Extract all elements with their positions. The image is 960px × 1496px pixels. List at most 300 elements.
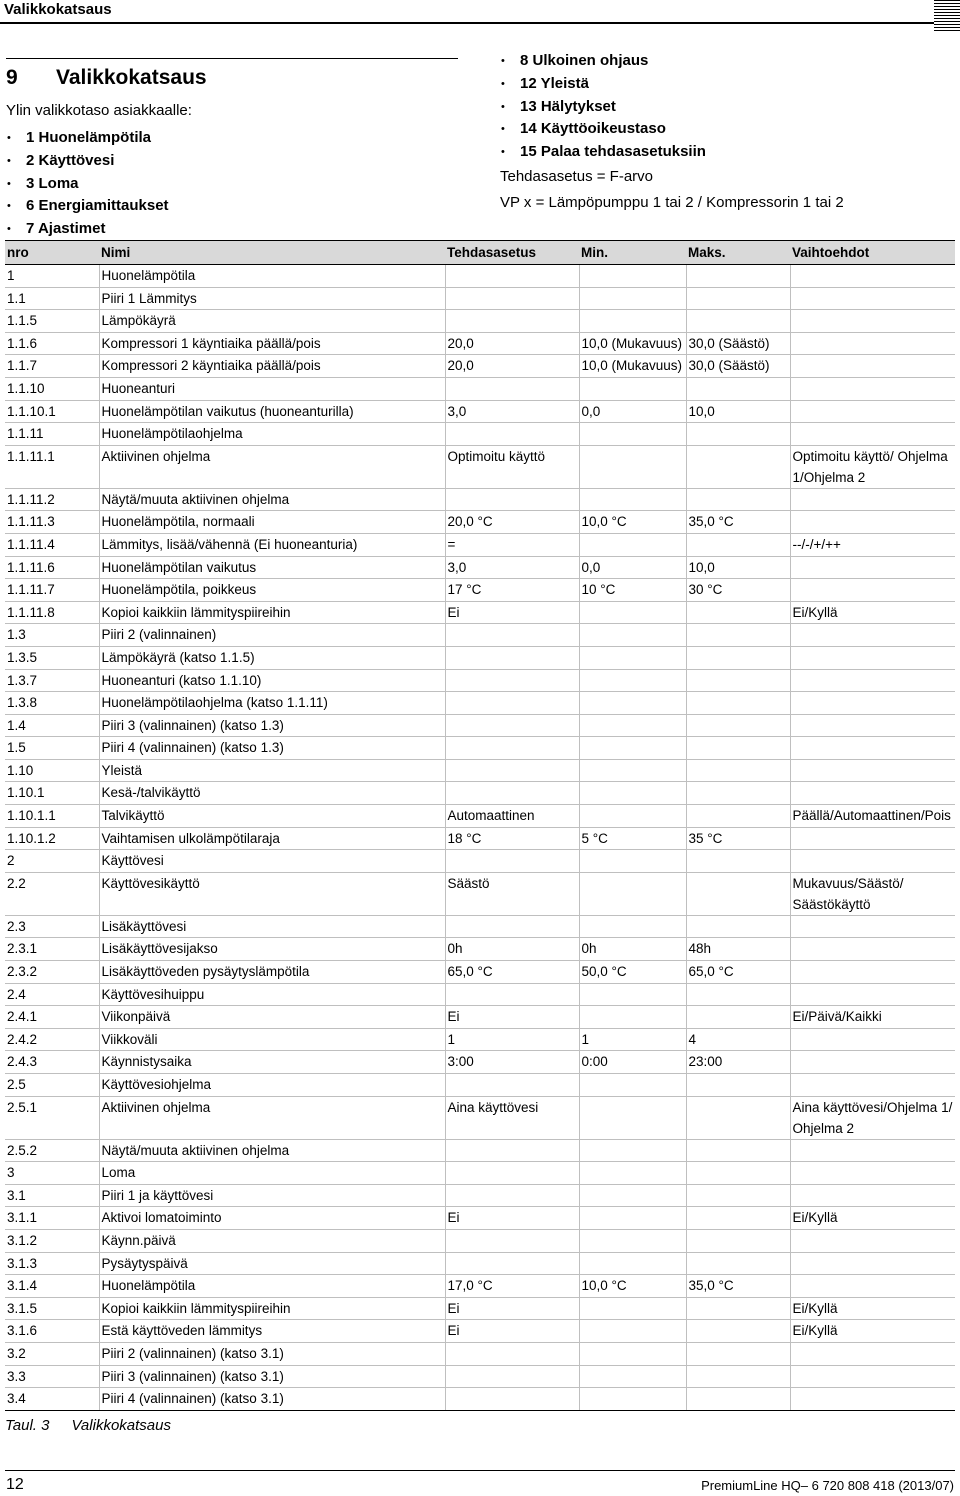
cell-min <box>579 850 686 873</box>
cell-min: 0,0 <box>579 556 686 579</box>
cell-options <box>790 287 955 310</box>
cell-options <box>790 759 955 782</box>
cell-options <box>790 1252 955 1275</box>
table-row <box>5 938 955 961</box>
cell-options <box>790 1184 955 1207</box>
cell-min <box>579 423 686 446</box>
cell-name: Käynnistysaika <box>99 1051 445 1074</box>
cell-min: 10 °C <box>579 579 686 602</box>
cell-options <box>790 646 955 669</box>
cell-min <box>579 646 686 669</box>
cell-name: Lämpökäyrä <box>99 310 445 333</box>
table-row <box>5 850 955 873</box>
cell-default: Säästö <box>445 872 579 915</box>
corner-stripes <box>934 0 960 32</box>
cell-name: Huonelämpötila <box>99 265 445 288</box>
cell-default: 20,0 °C <box>445 511 579 534</box>
table-row <box>5 1207 955 1230</box>
cell-default <box>445 915 579 938</box>
cell-default: 20,0 <box>445 355 579 378</box>
cell-min <box>579 1006 686 1029</box>
cell-min: 0:00 <box>579 1051 686 1074</box>
cell-name: Kompressori 1 käyntiaika päällä/pois <box>99 332 445 355</box>
cell-name: Huonelämpötila <box>99 1275 445 1298</box>
cell-name: Huonelämpötilan vaikutus <box>99 556 445 579</box>
cell-min <box>579 1162 686 1185</box>
cell-nro: 3.1.4 <box>5 1275 99 1298</box>
list-item: • 3 Loma <box>6 173 169 196</box>
cell-options <box>790 355 955 378</box>
table-row <box>5 310 955 333</box>
list-item: • 2 Käyttövesi <box>6 150 169 173</box>
cell-default <box>445 423 579 446</box>
cell-nro: 1.1.11.3 <box>5 511 99 534</box>
cell-name: Lisäkäyttövesijakso <box>99 938 445 961</box>
cell-max <box>686 872 790 915</box>
cell-name: Piiri 1 ja käyttövesi <box>99 1184 445 1207</box>
table-row <box>5 287 955 310</box>
section-heading <box>6 66 207 90</box>
cell-options <box>790 624 955 647</box>
table-row <box>5 1051 955 1074</box>
cell-nro: 1.1.10 <box>5 377 99 400</box>
table-row <box>5 556 955 579</box>
cell-nro: 2.4.3 <box>5 1051 99 1074</box>
cell-max <box>686 692 790 715</box>
cell-max: 23:00 <box>686 1051 790 1074</box>
cell-default: 3,0 <box>445 556 579 579</box>
table-row <box>5 445 955 488</box>
cell-min <box>579 265 686 288</box>
table-row <box>5 961 955 984</box>
table-row <box>5 1028 955 1051</box>
cell-options <box>790 1229 955 1252</box>
cell-nro: 1.1.11 <box>5 423 99 446</box>
section-rule <box>6 58 458 59</box>
cell-default: 3:00 <box>445 1051 579 1074</box>
cell-options: Optimoitu käyttö/ Ohjelma 1/Ohjelma 2 <box>790 445 955 488</box>
table-row <box>5 737 955 760</box>
cell-nro: 2.4.2 <box>5 1028 99 1051</box>
cell-min: 50,0 °C <box>579 961 686 984</box>
table-row <box>5 1162 955 1185</box>
cell-min <box>579 601 686 624</box>
cell-name: Aktiivinen ohjelma <box>99 445 445 488</box>
cell-options <box>790 377 955 400</box>
cell-default <box>445 1184 579 1207</box>
cell-default <box>445 983 579 1006</box>
cell-max <box>686 488 790 511</box>
caption-text: Valikkokatsaus <box>71 1417 171 1434</box>
list-item: • 1 Huonelämpötila <box>6 127 169 150</box>
cell-default <box>445 624 579 647</box>
cell-max <box>686 782 790 805</box>
table-row <box>5 669 955 692</box>
cell-max <box>686 737 790 760</box>
cell-name: Näytä/muuta aktiivinen ohjelma <box>99 488 445 511</box>
cell-options <box>790 1028 955 1051</box>
cell-max: 35,0 °C <box>686 1275 790 1298</box>
cell-min <box>579 1139 686 1162</box>
cell-max <box>686 850 790 873</box>
cell-default: Ei <box>445 1006 579 1029</box>
cell-nro: 1.1.5 <box>5 310 99 333</box>
table-row <box>5 332 955 355</box>
cell-min <box>579 915 686 938</box>
list-item: • 14 Käyttöoikeustaso <box>500 118 706 141</box>
cell-name: Piiri 3 (valinnainen) (katso 3.1) <box>99 1365 445 1388</box>
column-header: Tehdasasetus <box>445 241 579 265</box>
cell-min <box>579 1365 686 1388</box>
cell-nro: 1.3 <box>5 624 99 647</box>
cell-max: 30,0 (Säästö) <box>686 355 790 378</box>
cell-max <box>686 310 790 333</box>
cell-max: 35,0 °C <box>686 511 790 534</box>
cell-nro: 1.1.11.6 <box>5 556 99 579</box>
section-number: 9 <box>6 66 18 89</box>
cell-name: Huonelämpötila, poikkeus <box>99 579 445 602</box>
cell-name: Viikkoväli <box>99 1028 445 1051</box>
cell-default: Ei <box>445 1297 579 1320</box>
cell-options: Päällä/Automaattinen/Pois <box>790 805 955 828</box>
cell-nro: 1.10.1 <box>5 782 99 805</box>
cell-default: = <box>445 533 579 556</box>
table-row <box>5 1320 955 1343</box>
table-row <box>5 265 955 288</box>
cell-min <box>579 1252 686 1275</box>
cell-name: Viikonpäivä <box>99 1006 445 1029</box>
table-row <box>5 533 955 556</box>
table-row <box>5 1275 955 1298</box>
cell-min <box>579 377 686 400</box>
cell-name: Huonelämpötilaohjelma <box>99 423 445 446</box>
cell-max: 65,0 °C <box>686 961 790 984</box>
cell-nro: 1.1.11.4 <box>5 533 99 556</box>
cell-default <box>445 265 579 288</box>
cell-name: Lisäkäyttövesi <box>99 915 445 938</box>
table-body <box>5 265 955 1411</box>
cell-options <box>790 1388 955 1411</box>
cell-nro: 3 <box>5 1162 99 1185</box>
table-header-row <box>5 241 955 265</box>
cell-nro: 3.1.3 <box>5 1252 99 1275</box>
cell-min <box>579 714 686 737</box>
cell-min <box>579 872 686 915</box>
cell-default <box>445 1162 579 1185</box>
cell-max <box>686 805 790 828</box>
cell-nro: 1.5 <box>5 737 99 760</box>
cell-default <box>445 1342 579 1365</box>
table-row <box>5 624 955 647</box>
cell-default <box>445 646 579 669</box>
cell-options <box>790 983 955 1006</box>
cell-min <box>579 310 686 333</box>
table-row <box>5 355 955 378</box>
table-row <box>5 1006 955 1029</box>
menu-list-left <box>6 127 169 241</box>
cell-min <box>579 1297 686 1320</box>
table-row <box>5 400 955 423</box>
cell-min <box>579 1229 686 1252</box>
cell-default <box>445 377 579 400</box>
cell-options <box>790 1275 955 1298</box>
factory-setting-note: Tehdasasetus = F-arvo <box>500 168 653 185</box>
menu-list-right <box>500 50 706 164</box>
cell-name: Huoneanturi (katso 1.1.10) <box>99 669 445 692</box>
cell-options <box>790 692 955 715</box>
table-row <box>5 692 955 715</box>
cell-nro: 1.1 <box>5 287 99 310</box>
cell-max <box>686 714 790 737</box>
cell-default <box>445 287 579 310</box>
cell-name: Huonelämpötilan vaikutus (huoneanturilla) <box>99 400 445 423</box>
cell-default <box>445 1388 579 1411</box>
cell-nro: 2 <box>5 850 99 873</box>
menu-table <box>5 240 955 1411</box>
table-row <box>5 1229 955 1252</box>
cell-default <box>445 488 579 511</box>
cell-min <box>579 759 686 782</box>
cell-options <box>790 1342 955 1365</box>
cell-nro: 2.5.1 <box>5 1096 99 1139</box>
table-row <box>5 1096 955 1139</box>
cell-default: Ei <box>445 601 579 624</box>
cell-max <box>686 1297 790 1320</box>
cell-min: 5 °C <box>579 827 686 850</box>
cell-nro: 1.1.11.1 <box>5 445 99 488</box>
table-row <box>5 511 955 534</box>
cell-nro: 1.3.5 <box>5 646 99 669</box>
cell-default <box>445 714 579 737</box>
cell-min <box>579 1074 686 1097</box>
cell-name: Käyttövesikäyttö <box>99 872 445 915</box>
cell-default <box>445 737 579 760</box>
cell-default <box>445 850 579 873</box>
cell-default: 1 <box>445 1028 579 1051</box>
cell-options <box>790 915 955 938</box>
cell-name: Lämmitys, lisää/vähennä (Ei huoneanturia) <box>99 533 445 556</box>
cell-default: Ei <box>445 1320 579 1343</box>
cell-options <box>790 332 955 355</box>
list-item: • 15 Palaa tehdasasetuksiin <box>500 141 706 164</box>
cell-options <box>790 1074 955 1097</box>
cell-nro: 1.1.10.1 <box>5 400 99 423</box>
cell-options: Mukavuus/Säästö/ Säästökäyttö <box>790 872 955 915</box>
cell-name: Yleistä <box>99 759 445 782</box>
cell-nro: 3.1 <box>5 1184 99 1207</box>
table-row <box>5 1297 955 1320</box>
cell-nro: 1.1.11.2 <box>5 488 99 511</box>
cell-name: Loma <box>99 1162 445 1185</box>
cell-default: 18 °C <box>445 827 579 850</box>
cell-nro: 3.4 <box>5 1388 99 1411</box>
cell-default <box>445 310 579 333</box>
cell-options: Ei/Kyllä <box>790 1320 955 1343</box>
cell-options <box>790 827 955 850</box>
cell-name: Kopioi kaikkiin lämmityspiireihin <box>99 1297 445 1320</box>
cell-max <box>686 1074 790 1097</box>
cell-max <box>686 1162 790 1185</box>
cell-name: Piiri 4 (valinnainen) (katso 1.3) <box>99 737 445 760</box>
cell-min <box>579 669 686 692</box>
cell-options <box>790 556 955 579</box>
cell-min <box>579 1388 686 1411</box>
cell-default <box>445 1139 579 1162</box>
cell-default <box>445 692 579 715</box>
cell-max <box>686 624 790 647</box>
cell-default <box>445 782 579 805</box>
cell-nro: 1.10.1.2 <box>5 827 99 850</box>
cell-name: Kopioi kaikkiin lämmityspiireihin <box>99 601 445 624</box>
cell-name: Piiri 3 (valinnainen) (katso 1.3) <box>99 714 445 737</box>
cell-max <box>686 915 790 938</box>
cell-options <box>790 938 955 961</box>
cell-options: Ei/Kyllä <box>790 1207 955 1230</box>
cell-options <box>790 579 955 602</box>
intro-text: Ylin valikkotaso asiakkaalle: <box>6 102 192 119</box>
cell-max: 30 °C <box>686 579 790 602</box>
table-row <box>5 1342 955 1365</box>
cell-default: 0h <box>445 938 579 961</box>
cell-options: Ei/Kyllä <box>790 1297 955 1320</box>
cell-name: Aktiivinen ohjelma <box>99 1096 445 1139</box>
cell-nro: 1.4 <box>5 714 99 737</box>
cell-options <box>790 782 955 805</box>
cell-max <box>686 445 790 488</box>
cell-name: Huonelämpötilaohjelma (katso 1.1.11) <box>99 692 445 715</box>
cell-default: Ei <box>445 1207 579 1230</box>
cell-nro: 3.1.2 <box>5 1229 99 1252</box>
table-row <box>5 1139 955 1162</box>
cell-min: 10,0 °C <box>579 511 686 534</box>
cell-name: Kompressori 2 käyntiaika päällä/pois <box>99 355 445 378</box>
footer-rule <box>5 1470 955 1471</box>
table-row <box>5 805 955 828</box>
cell-max <box>686 646 790 669</box>
table-row <box>5 1074 955 1097</box>
cell-options: --/-/+/++ <box>790 533 955 556</box>
cell-min <box>579 805 686 828</box>
cell-max <box>686 287 790 310</box>
cell-nro: 3.1.1 <box>5 1207 99 1230</box>
cell-nro: 2.5.2 <box>5 1139 99 1162</box>
cell-default <box>445 1229 579 1252</box>
cell-max <box>686 1252 790 1275</box>
cell-max: 35 °C <box>686 827 790 850</box>
page-number: 12 <box>6 1476 24 1493</box>
table-row <box>5 579 955 602</box>
cell-default: 17,0 °C <box>445 1275 579 1298</box>
cell-options <box>790 1365 955 1388</box>
table-row <box>5 915 955 938</box>
cell-options: Aina käyttövesi/Ohjelma 1/ Ohjelma 2 <box>790 1096 955 1139</box>
cell-default: 17 °C <box>445 579 579 602</box>
cell-name: Vaihtamisen ulkolämpötilaraja <box>99 827 445 850</box>
cell-max <box>686 983 790 1006</box>
cell-nro: 1.10 <box>5 759 99 782</box>
cell-min: 1 <box>579 1028 686 1051</box>
cell-min <box>579 445 686 488</box>
table-row <box>5 983 955 1006</box>
cell-max <box>686 669 790 692</box>
cell-max <box>686 265 790 288</box>
cell-default: Automaattinen <box>445 805 579 828</box>
cell-nro: 2.4.1 <box>5 1006 99 1029</box>
cell-name: Huoneanturi <box>99 377 445 400</box>
cell-min <box>579 782 686 805</box>
table-row <box>5 782 955 805</box>
cell-min <box>579 1096 686 1139</box>
cell-max <box>686 1096 790 1139</box>
cell-options <box>790 511 955 534</box>
cell-name: Piiri 2 (valinnainen) <box>99 624 445 647</box>
cell-min <box>579 737 686 760</box>
cell-nro: 1.1.6 <box>5 332 99 355</box>
cell-options <box>790 1051 955 1074</box>
table-row <box>5 488 955 511</box>
cell-min <box>579 1207 686 1230</box>
cell-name: Piiri 1 Lämmitys <box>99 287 445 310</box>
cell-max <box>686 533 790 556</box>
cell-options <box>790 310 955 333</box>
cell-min: 10,0 (Mukavuus) <box>579 355 686 378</box>
list-item: • 8 Ulkoinen ohjaus <box>500 50 706 73</box>
cell-options <box>790 488 955 511</box>
cell-options: Ei/Kyllä <box>790 601 955 624</box>
cell-default: Optimoitu käyttö <box>445 445 579 488</box>
table-row <box>5 827 955 850</box>
cell-options <box>790 669 955 692</box>
table-row <box>5 1184 955 1207</box>
cell-min: 0h <box>579 938 686 961</box>
table-caption <box>5 1417 171 1434</box>
table-row <box>5 714 955 737</box>
cell-default: 3,0 <box>445 400 579 423</box>
cell-max <box>686 423 790 446</box>
cell-max <box>686 1006 790 1029</box>
cell-nro: 1.10.1.1 <box>5 805 99 828</box>
column-header: Vaihtoehdot <box>790 241 955 265</box>
column-header: nro <box>5 241 99 265</box>
cell-default <box>445 1365 579 1388</box>
cell-min <box>579 1320 686 1343</box>
cell-name: Huonelämpötila, normaali <box>99 511 445 534</box>
column-header: Maks. <box>686 241 790 265</box>
cell-nro: 3.1.6 <box>5 1320 99 1343</box>
cell-min <box>579 624 686 647</box>
cell-nro: 1.3.8 <box>5 692 99 715</box>
cell-nro: 1.1.11.8 <box>5 601 99 624</box>
cell-options <box>790 1162 955 1185</box>
heatpump-note: VP x = Lämpöpumppu 1 tai 2 / Kompressorin 1 tai 2 <box>500 194 844 211</box>
cell-name: Käyttövesihuippu <box>99 983 445 1006</box>
table-row <box>5 1252 955 1275</box>
cell-default <box>445 759 579 782</box>
list-item: • 13 Hälytykset <box>500 96 706 119</box>
cell-name: Käyttövesi <box>99 850 445 873</box>
cell-nro: 2.3.1 <box>5 938 99 961</box>
cell-options: Ei/Päivä/Kaikki <box>790 1006 955 1029</box>
cell-max <box>686 1139 790 1162</box>
list-item: • 7 Ajastimet <box>6 218 169 241</box>
cell-name: Käynn.päivä <box>99 1229 445 1252</box>
cell-default <box>445 1074 579 1097</box>
cell-nro: 2.3.2 <box>5 961 99 984</box>
cell-name: Estä käyttöveden lämmitys <box>99 1320 445 1343</box>
cell-min <box>579 1342 686 1365</box>
cell-max: 10,0 <box>686 400 790 423</box>
cell-nro: 1.1.11.7 <box>5 579 99 602</box>
